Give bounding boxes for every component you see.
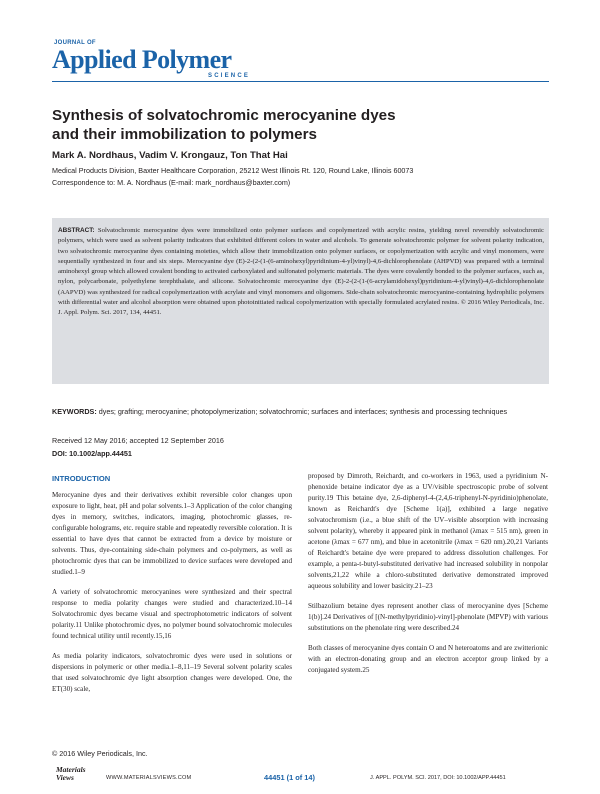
footer-citation: J. APPL. POLYM. SCI. 2017, DOI: 10.1002/APP.44451 [370,775,506,781]
masthead-journal-of: JOURNAL OF [54,40,96,46]
masthead-divider [52,81,549,82]
footer-website-link[interactable]: WWW.MATERIALSVIEWS.COM [106,775,192,781]
keywords-text: dyes; grafting; merocyanine; photopolymerization; solvatochromic; surfaces and interfaces; synthesis and processing techniques [98,407,508,416]
article-title-line1: Synthesis of solvatochromic merocyanine dyes [52,107,396,124]
article-correspondence: Correspondence to: M. A. Nordhaus (E-mail: mark_nordhaus@baxter.com) [52,178,291,187]
copyright-notice: © 2016 Wiley Periodicals, Inc. [52,749,148,758]
keywords [52,407,549,417]
introduction-right-column [308,471,548,685]
article-doi: DOI: 10.1002/app.44451 [52,449,132,458]
abstract-paragraph [58,226,544,319]
intro-paragraph-5: Stilbazolium betaine dyes represent another class of merocyanine dyes [Scheme 1(b)].24 Derivatives of [(N-methylpyridinio)-vinyl]-phenolate (MPVP) with various substitutions on the phenolate ring were described.24 [308,602,548,632]
intro-paragraph-4: proposed by Dimroth, Reichardt, and co-workers in 1963, used a pyridinium N-phenoxide betaine indicator dye as a UV/visible spectroscopic probe of solvent purity.19 This betaine dye, 2,6-diphenyl-4-(2,4,6-triphenyl-N-pyridinio)phenolate, known as Reichardt's dye [Scheme 1(a)], exhibited a large negative solvatochromism (i.e., a blue shift of the UV–visible absorption with increasing solvent polarity), whereby it appeared pink in methanol (λmax = 515 nm), green in acetone (λmax = 677 nm), and blue in acetonitrile (λmax = 620 nm).20,21 Variants of Reichardt's betaine dye were prepared to address dissolution challenges. For example, a penta-t-butyl-substituted derivative had increased solubility in nonpolar solvents,21,22 while a chloro-substituted derivative demonstrated improved aqueous solubility and lower basicity.21–23 [308,472,548,590]
abstract-label: ABSTRACT: [58,227,95,234]
article-title [52,106,532,144]
footer-page-number: 44451 (1 of 14) [264,773,315,782]
introduction-heading: INTRODUCTION [52,474,111,483]
abstract-text: Solvatochromic merocyanine dyes were immobilized onto polymer surfaces and copolymerized with acrylic resins, yielding novel reversibly solvatochromic polymers, which were used as solvent polarity indicators that exhibited different colors in water and alcohols. To generate solvatochromic polymer for solvent polarity indication, two solvatochromic merocyanine dyes containing moieties, which allow their immobilization onto polymer surfaces, or copolymerization with acrylic and vinyl monomers, were sequentially synthesized in four and six steps. Merocyanine dye (E)-2-(2-(1-(6-aminohexyl)pyridinium-4-yl)vinyl)-4,6-dichlorophenolate (AHPVD) was prepared with a terminal aminohexyl group which allowed covalent bonding to activated carboxylated and sulfonated polymeric materials. The dyes were covalently bonded to the polymer surfaces, such as, nylon, polycarbonate, polyethylene terephthalate, and silicone. Solvatochromic merocyanine dye (E)-2-(2-(1-(6-acrylamidohexyl)pyridinium-4-yl)vinyl)-4,6-dichlorophenolate (AAPVD) was synthesized for radical copolymerization with acrylate and vinyl monomers and oligomers. Side-chain solvatochromic merocyanine-containing hydrophilic polymers with differential water and alcohol absorption were obtained upon photoinitiated radical copolymerization with specially formulated acrylated resins. © 2016 Wiley Periodicals, Inc. J. Appl. Polym. Sci. 2017, 134, 44451. [58,227,545,317]
logo-line2: Views [56,773,74,782]
introduction-left-column [52,490,292,704]
abstract-box [52,218,549,384]
received-dates: Received 12 May 2016; accepted 12 September 2016 [52,436,224,445]
article-affiliation: Medical Products Division, Baxter Healthcare Corporation, 25212 West Illinois Rt. 120, Round Lake, Illinois 60073 [52,166,414,175]
intro-paragraph-6: Both classes of merocyanine dyes contain O and N heteroatoms and are zwitterionic with an electron-donating group and an electron acceptor group linked by a conjugated system.25 [308,644,548,674]
article-authors: Mark A. Nordhaus, Vadim V. Krongauz, Ton That Hai [52,150,288,161]
masthead-title: Applied Polymer [52,45,232,74]
masthead-science: SCIENCE [208,73,251,79]
intro-paragraph-1: Merocyanine dyes and their derivatives exhibit reversible color changes upon exposure to light, heat, pH and polar solvents.1–3 Application of the color changing dyes in memory, switches, indicators, imaging, photochromic glasses, re-configurable holograms, etc. require stable and repeatedly reversible coloration. It is essential to have dyes that cannot be extracted from a device by moisture or solvents. Thus, dye-containing side-chain polymers and co-polymers, as well as photochromic dyes that can be immobilized to device surfaces were developed and studied.1–9 [52,491,292,576]
journal-masthead [52,40,292,80]
intro-paragraph-3: As media polarity indicators, solvatochromic dyes were used in solutions or dispersions in polymeric or other media.1–8,11–19 Several solvent polarity scales that used solvatochromic dye light absorption changes were developed. One, the ET(30) scale, [52,652,292,693]
article-title-line2: and their immobilization to polymers [52,126,317,143]
materials-views-logo [56,766,92,786]
keywords-label: KEYWORDS: [52,407,97,416]
logo-line1: Materials [56,765,86,774]
intro-paragraph-2: A variety of solvatochromic merocyanines were synthesized and their spectral response to media polarity changes were studied and characterized.10–14 Solvatochromic dyes became visual and spectrophotometric indicators of solvent polarity.11 Unlike photochromic dyes, no polymer bound solvatochromic molecules found technical utility until recently.15,16 [52,588,292,640]
